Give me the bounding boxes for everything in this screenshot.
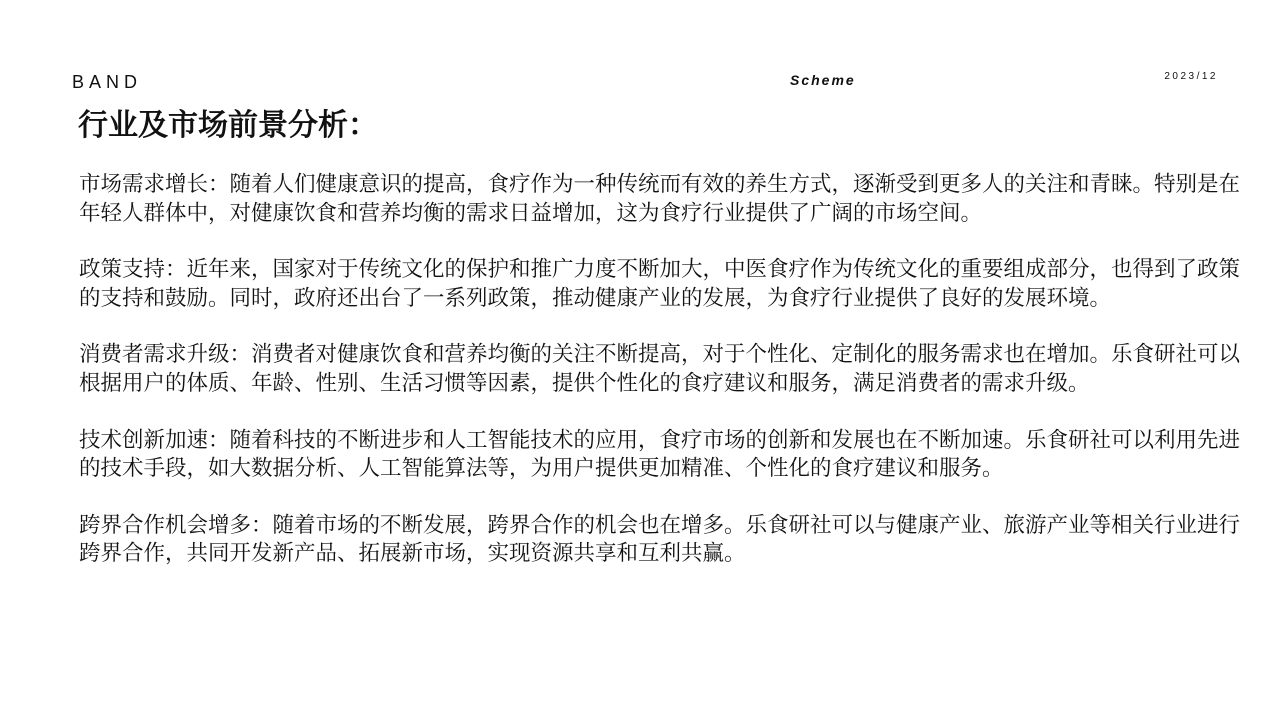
paragraph-consumer-upgrade: 消费者需求升级：消费者对健康饮食和营养均衡的关注不断提高，对于个性化、定制化的服务需求也在增加。乐食研社可以根据用户的体质、年龄、性别、生活习惯等因素，提供个性化的食疗建议和服务，满足消费者的需求升级。 xyxy=(79,342,1241,396)
scheme-label: Scheme xyxy=(790,72,856,88)
brand-label: BAND xyxy=(72,72,143,92)
content-body xyxy=(79,171,1254,597)
page-title: 行业及市场前景分析： xyxy=(78,108,378,143)
paragraph-policy-support: 政策支持：近年来，国家对于传统文化的保护和推广力度不断加大，中医食疗作为传统文化的重要组成部分，也得到了政策的支持和鼓励。同时，政府还出台了一系列政策，推动健康产业的发展，为食疗行业提供了良好的发展环境。 xyxy=(79,257,1241,311)
paragraph-market-demand: 市场需求增长：随着人们健康意识的提高，食疗作为一种传统而有效的养生方式，逐渐受到更多人的关注和青睐。特别是在年轻人群体中，对健康饮食和营养均衡的需求日益增加，这为食疗行业提供了广阔的市场空间。 xyxy=(79,172,1241,226)
paragraph-tech-innovation: 技术创新加速：随着科技的不断进步和人工智能技术的应用，食疗市场的创新和发展也在不断加速。乐食研社可以利用先进的技术手段，如大数据分析、人工智能算法等，为用户提供更加精准、个性化的食疗建议和服务。 xyxy=(79,427,1241,482)
paragraph-cross-industry: 跨界合作机会增多：随着市场的不断发展，跨界合作的机会也在增多。乐食研社可以与健康产业、旅游产业等相关行业进行跨界合作，共同开发新产品、拓展新市场，实现资源共享和互利共赢。 xyxy=(79,512,1241,567)
date-label: 2023/12 xyxy=(1164,71,1218,82)
